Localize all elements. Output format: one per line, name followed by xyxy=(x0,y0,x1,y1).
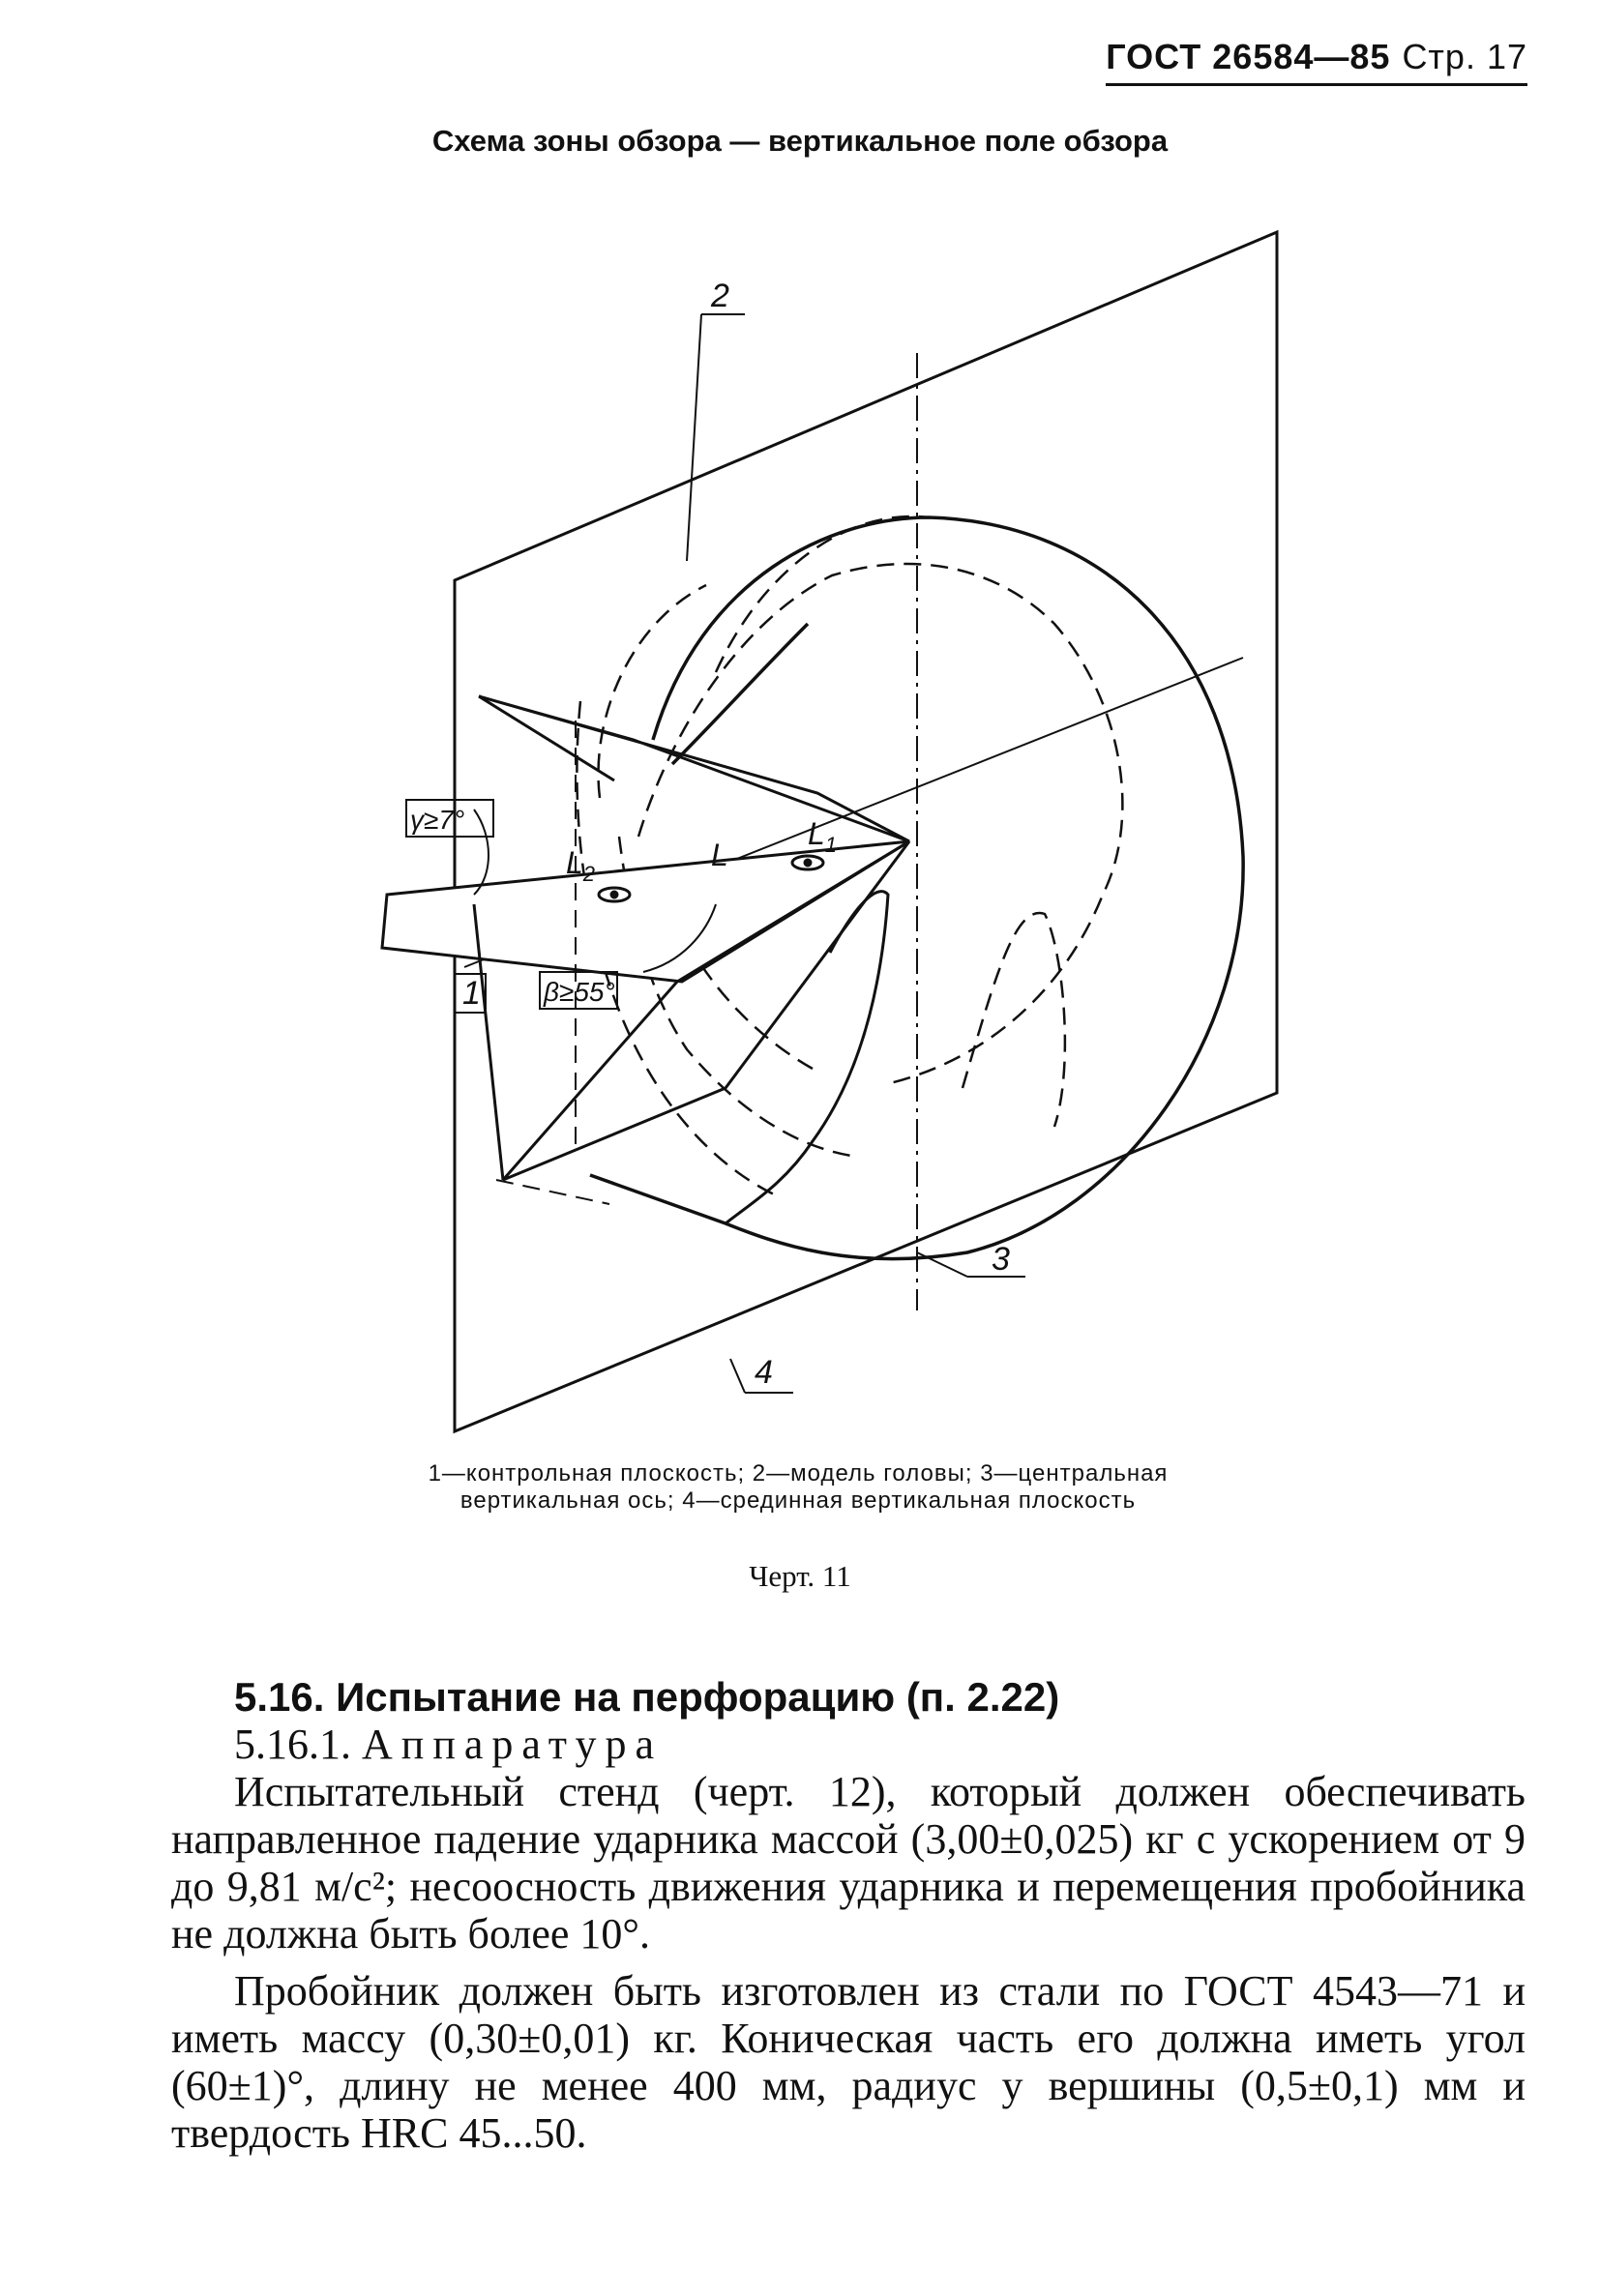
label-3: 3 xyxy=(992,1241,1010,1278)
subsection-number: 5.16.1. xyxy=(234,1721,351,1768)
head-hidden-contour xyxy=(598,516,1122,1083)
label-l2: $L_2$ xyxy=(566,845,596,886)
figure-title: Схема зоны обзора — вертикальное поле обзора xyxy=(431,124,1169,158)
view-zone-drawing xyxy=(410,218,1296,1465)
median-vertical-plane xyxy=(455,232,1277,1431)
upper-wedge-plane xyxy=(479,696,909,841)
label-gamma: γ≥7° xyxy=(410,805,465,835)
section-5-16 xyxy=(171,1673,1526,2157)
page-number: Стр. 17 xyxy=(1402,37,1527,76)
leader-2 xyxy=(687,314,701,561)
label-l: L xyxy=(711,838,728,872)
page-header xyxy=(1106,37,1527,86)
leader-4 xyxy=(730,1359,745,1393)
label-2: 2 xyxy=(711,278,729,314)
subsection-title: Аппаратура xyxy=(362,1721,663,1768)
standard-number: ГОСТ 26584—85 xyxy=(1106,37,1391,76)
control-plane xyxy=(382,841,909,982)
paragraph-punch: Пробойник должен быть изготовлен из стали по ГОСТ 4543—71 и иметь массу (0,30±0,01) кг. Коническая часть его должна иметь угол (60±1)°, длину не менее 400 мм, радиус у вершины (0,5±0,1) мм и твердость HRC 45...50. xyxy=(171,1967,1526,2157)
label-4: 4 xyxy=(755,1354,773,1391)
subsection-heading xyxy=(171,1721,1526,1768)
label-1: 1 xyxy=(462,975,481,1012)
section-heading: 5.16. Испытание на перфорацию (п. 2.22) xyxy=(234,1674,1060,1720)
label-beta: β≥55° xyxy=(544,977,615,1007)
paragraph-apparatus: Испытательный стенд (черт. 12), который должен обеспечивать направленное падение ударника массой (3,00±0,025) кг с ускорением от 9 до 9,81 м/с²; несоосность движения ударника и перемещения пробойника не должна быть более 10°. xyxy=(171,1768,1526,1957)
figure-number: Черт. 11 xyxy=(749,1559,851,1593)
label-l1: $L_1$ xyxy=(808,816,838,857)
figure-caption: 1—контрольная плоскость; 2—модель головы; 3—центральная вертикальная ось; 4—срединная вертикальная плоскость xyxy=(428,1460,1169,1514)
